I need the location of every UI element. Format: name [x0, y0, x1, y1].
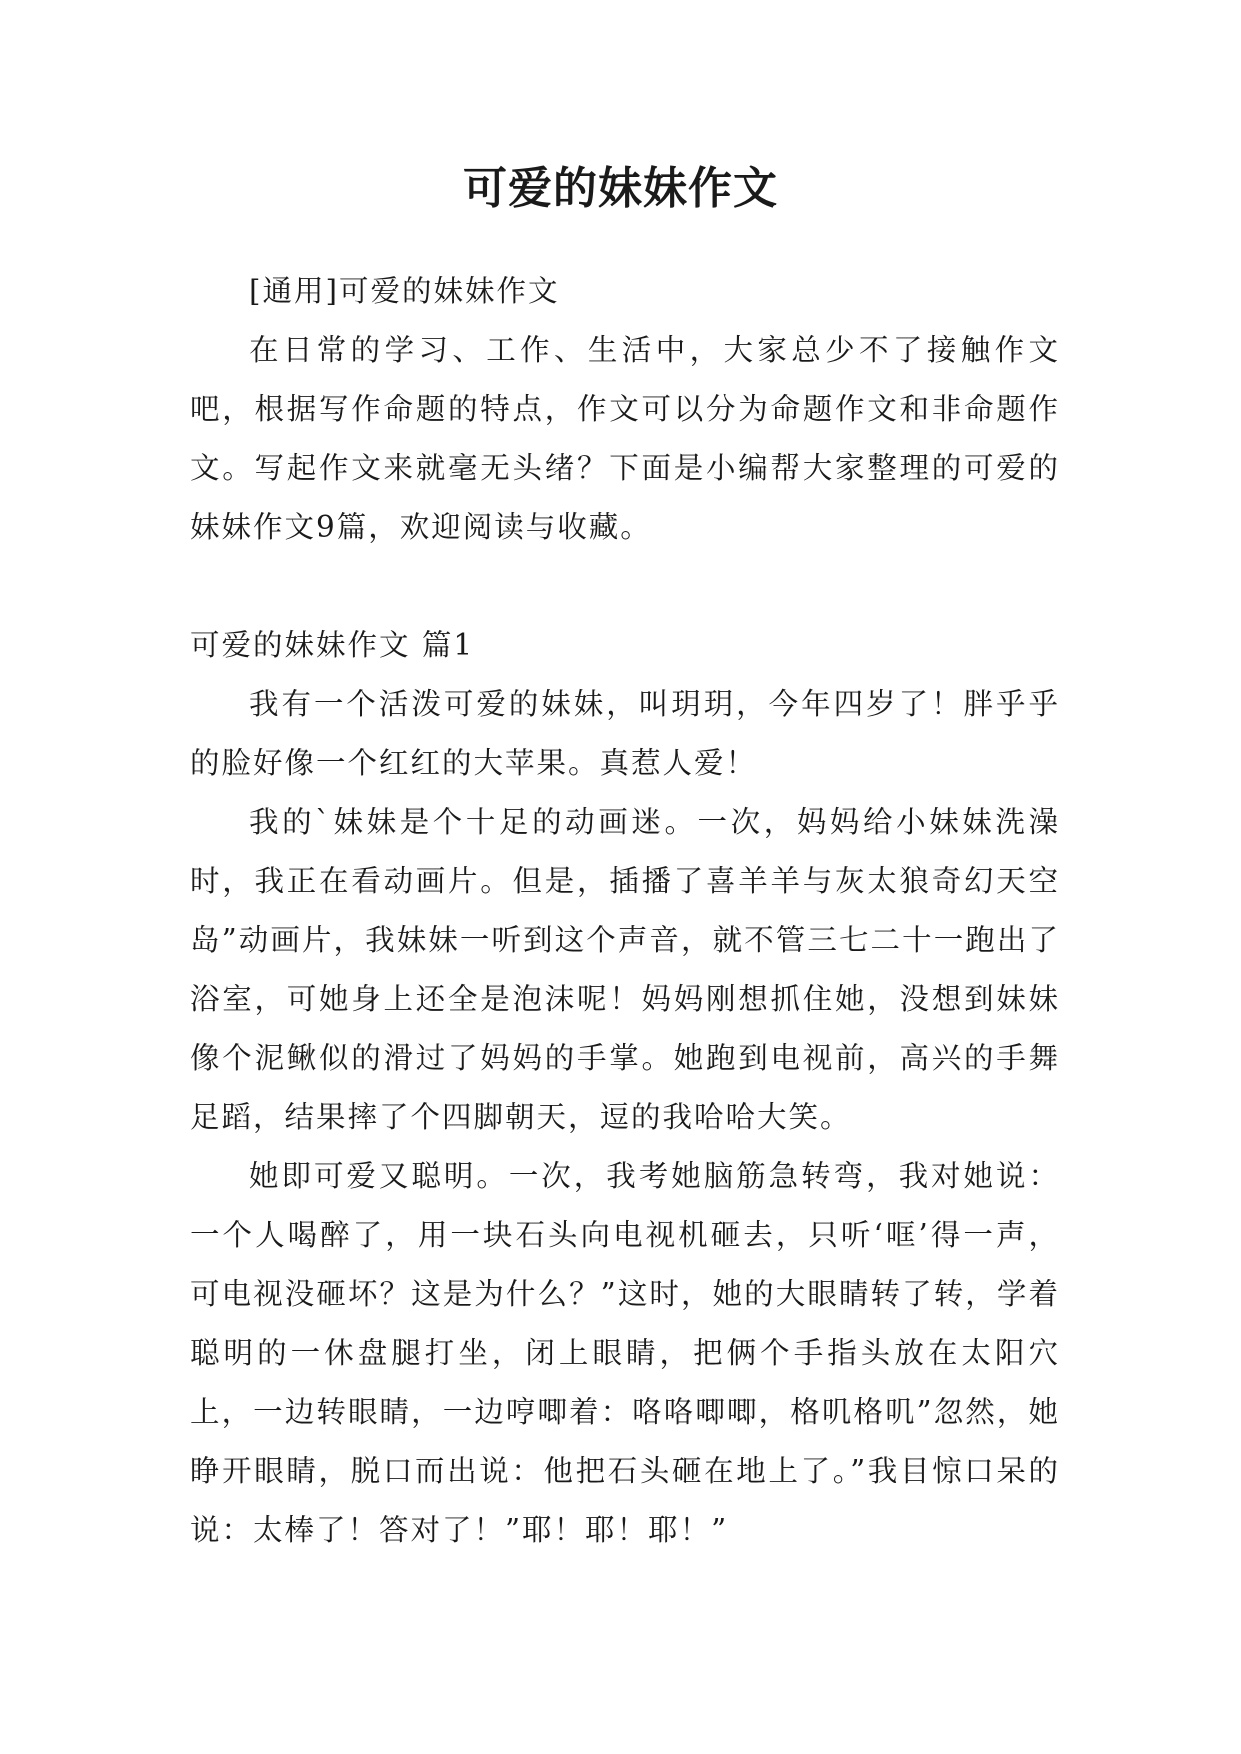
body-paragraph-2: 我的`妹妹是个十足的动画迷。一次，妈妈给小妹妹洗澡时，我正在看动画片。但是，插播了喜羊羊与灰太狼奇幻天空岛”动画片，我妹妹一听到这个声音，就不管三七二十一跑出了浴室，可她身上还全是泡沫呢！妈妈刚想抓住她，没想到妹妹像个泥鳅似的滑过了妈妈的手掌。她跑到电视前，高兴的手舞足蹈，结果摔了个四脚朝天，逗的我哈哈大笑。: [190, 805, 1060, 1134]
document-subtitle: [通用]可爱的妹妹作文: [249, 274, 560, 308]
document-body: [190, 262, 1060, 1560]
body-paragraph-1: 我有一个活泼可爱的妹妹，叫玥玥，今年四岁了！胖乎乎的脸好像一个红红的大苹果。真惹人爱！: [190, 687, 1060, 780]
intro-paragraph: 在日常的学习、工作、生活中，大家总少不了接触作文吧，根据写作命题的特点，作文可以分为命题作文和非命题作文。写起作文来就毫无头绪？下面是小编帮大家整理的可爱的妹妹作文9篇，欢迎阅读与收藏。: [190, 333, 1060, 544]
section-gap: [190, 557, 1060, 616]
document-title: 可爱的妹妹作文: [463, 163, 778, 214]
section-heading: 可爱的妹妹作文 篇1: [190, 628, 475, 662]
body-paragraph-3: 她即可爱又聪明。一次，我考她脑筋急转弯，我对她说：一个人喝醉了，用一块石头向电视机砸去，只听‘哐’得一声，可电视没砸坏？这是为什么？”这时，她的大眼睛转了转，学着聪明的一休盘腿打坐，闭上眼睛，把俩个手指头放在太阳穴上，一边转眼睛，一边哼唧着：咯咯唧唧，格叽格叽”忽然，她睁开眼睛，脱口而出说：他把石头砸在地上了。”我目惊口呆的说：太棒了！答对了！”耶！耶！耶！”: [190, 1159, 1060, 1547]
